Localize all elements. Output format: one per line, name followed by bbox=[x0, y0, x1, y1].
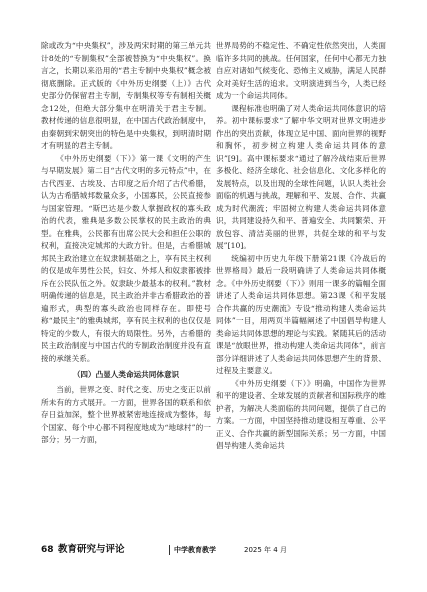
paragraph: 世界局势的不稳定性、不确定性依然突出，人类面临许多共同的挑战。任何国家，任何中心都无力独自应对诸如气候变化、恐怖主义威胁，满足人民群众对美好生活的追求。文明演进到当今，人类已经成为一个命运共同体。 bbox=[216, 41, 386, 100]
paragraph: 课程标准也明确了对人类命运共同体意识的培养。初中课标要求“了解中华文明对世界文明进步作出的突出贡献，体现立足中国、面向世界的视野和胸怀，初步树立构建人类命运共同体的意识”[9]。高中课标要求“通过了解冷战结束后世界多极化、经济全球化、社会信息化、文化多样化的发展特点，以及出现的全球性问题，认识人类社会面临的机遇与挑战，理解和平、发展、合作、共赢成为时代潮流；牢固树立构建人类命运共同体意识，共同建设持久和平、普遍安全、共同繁荣、开放包容、清洁美丽的世界，共促全球的和平与发展”[10]。 bbox=[216, 103, 386, 250]
footer-divider bbox=[169, 545, 170, 555]
paragraph: 《中外历史纲要（下）》第一课《文明的产生与早期发展》第二目“古代文明的多元特点”中，在古代西亚、古埃及、古印度之后介绍了古代希腊，认为古希腊城邦数量众多，小国寡民，公民直接参与国家管理。“斯巴达是少数人掌握政权的寡头政治的代表，雅典是多数公民掌权的民主政治的典型。在雅典，公民都有出席公民大会和担任公职的权利，直接决定城邦的大政方针。但是，古希腊城邦民主政治建立在奴隶制基础之上，享有民主权利的仅是成年男性公民，妇女、外邦人和奴隶都被排斥在公民队伍之外。奴隶缺少最基本的权利。”教材明确传递的信息是，民主政治并非古希腊政治的普遍形式，典型的寡头政治也同样存在。即使号称“最民主”的雅典城邦，享有民主权利的也仅仅是特定的少数人，有很大的局限性。另外，古希腊的民主政治制度与中国古代的专制政治制度并没有直接的承继关系。 bbox=[41, 153, 211, 363]
paragraph: 当前，世界之变、时代之变、历史之变正以前所未有的方式展开。一方面，世界各国的联系和依存日益加深，整个世界被紧密地连接成为整体，每个国家、每个中心都不同程度地成为“地球村”的一部分；另一方面， bbox=[41, 385, 211, 444]
left-column bbox=[41, 40, 211, 447]
paragraph: 《中外历史纲要（下）》明确，中国作为世界和平的建设者、全球发展的贡献者和国际秩序的维护者，为解决人类面临的共同问题，提供了自己的方案。一方面，中国坚持推动建设相互尊重、公平正义、合作共赢的新型国际关系；另一方面，中国倡导构建人类命运共 bbox=[216, 378, 386, 450]
page-footer bbox=[41, 543, 386, 557]
section-heading: （四）凸显人类命运共同体意识 bbox=[72, 370, 180, 379]
right-column bbox=[216, 40, 386, 453]
paragraph: 统编初中历史九年级下册第21课《冷战后的世界格局》最后一段明确讲了人类命运共同体概念。《中外历史纲要（下）》则用一课多的篇幅全面讲述了人类命运共同体思想。第23课《和平发展合作共赢的历史潮流》专设“推动构建人类命运共同体”一目，用两页半篇幅阐述了中国倡导构建人类命运共同体思想的理论与实践。紧随其后的活动课是“放眼世界，推动构建人类命运共同体”，前言部分详细讲述了人类命运共同体思想产生的背景、过程及主要意义。 bbox=[216, 253, 386, 375]
page-number: 68 bbox=[41, 545, 54, 555]
journal-subtitle: 中学教育教学 bbox=[174, 546, 216, 554]
journal-name: 教育研究与评论 bbox=[58, 544, 125, 555]
paragraph: 除或改为“中央集权”，涉及两宋时期的第三单元共计8处的“专制集权”全部被替换为“中央集权”。换言之，长期以来沿用的“君主专制中央集权”概念被彻底删除。正式版的《中外历史纲要（上）》古代史部分仍保留君主专制，专制集权等专有制相关概念12处，但绝大部分集中在明清关于君主专制。教材传递的信息很明显，在中国古代政治制度中，由秦朝到宋朝突出的特色是中央集权，到明清时期才有明显的君主专制。 bbox=[41, 41, 211, 150]
issue-date: 2025 年 4 月 bbox=[244, 546, 287, 554]
